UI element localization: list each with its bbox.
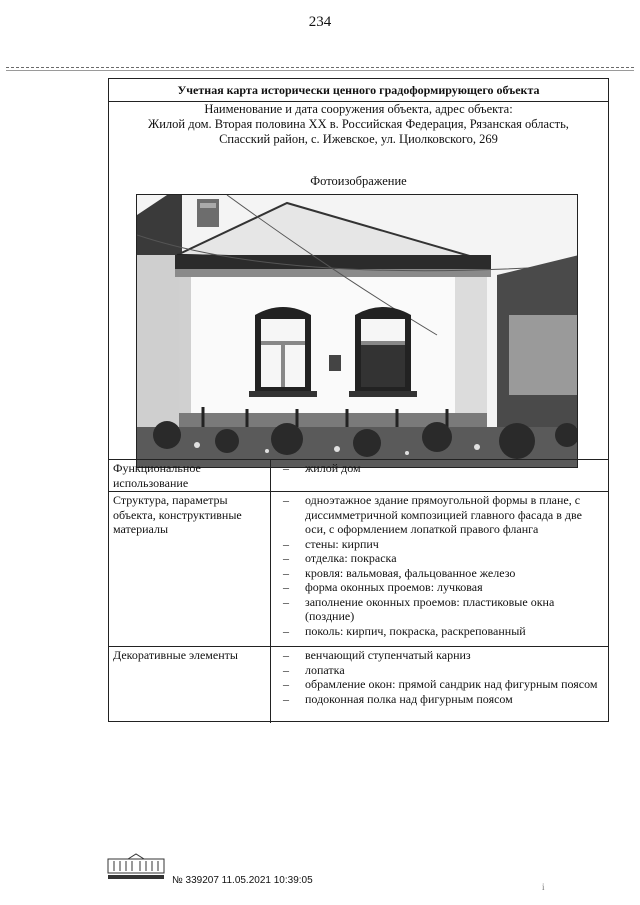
name-line-heading: Наименование и дата сооружения объекта, адрес объекта:: [204, 102, 513, 116]
functional-item: – жилой дом: [283, 461, 604, 476]
name-line-address: Спасский район, с. Ижевское, ул. Циолковского, 269: [219, 132, 498, 146]
row-structure-value: [271, 492, 608, 646]
structure-item: – кровля: вальмовая, фальцованное железо: [283, 566, 604, 581]
structure-item: – стены: кирпич: [283, 537, 604, 552]
structure-item: – одноэтажное здание прямоугольной формы в плане, с диссимметричной композицией главного фасада в две оси, с оформлением лопаткой правого фланга: [283, 493, 604, 537]
row-functional-use: [109, 459, 608, 491]
structure-item: – отделка: покраска: [283, 551, 604, 566]
row-structure-label: Структура, параметры объекта, конструктивные материалы: [109, 492, 271, 646]
decor-item: – лопатка: [283, 663, 604, 678]
structure-item: – форма оконных проемов: лучковая: [283, 580, 604, 595]
row-decor-value: [271, 647, 608, 723]
row-structure: [109, 491, 608, 646]
card-title: Учетная карта исторически ценного градоформирующего объекта: [109, 79, 608, 102]
row-functional-use-value: [271, 460, 608, 491]
row-functional-use-label: Функциональное использование: [109, 460, 271, 491]
photo-caption: Фотоизображение: [310, 174, 407, 188]
row-decor-label: Декоративные элементы: [109, 647, 271, 723]
document-stamp: № 339207 11.05.2021 10:39:05: [172, 875, 313, 886]
object-name-block: [109, 102, 608, 227]
structure-item: – поколь: кирпич, покраска, раскрепованный: [283, 624, 604, 639]
name-line-description: Жилой дом. Вторая половина XX в. Российская Федерация, Рязанская область,: [148, 117, 569, 131]
building-photo: [136, 194, 578, 468]
row-decor: [109, 646, 608, 723]
corner-mark: і: [542, 882, 545, 892]
registration-card: [108, 78, 609, 722]
header-divider-secondary: [6, 70, 634, 71]
page-number: 234: [308, 14, 332, 30]
decor-item: – обрамление окон: прямой сандрик над фигурным поясом: [283, 677, 604, 692]
structure-item: – заполнение оконных проемов: пластиковые окна (поздние): [283, 595, 604, 624]
registry-logo-icon: [106, 853, 166, 881]
decor-item: – подоконная полка над фигурным поясом: [283, 692, 604, 707]
decor-item: – венчающий ступенчатый карниз: [283, 648, 604, 663]
header-divider: [6, 67, 634, 68]
building-photo-image: [137, 195, 578, 468]
